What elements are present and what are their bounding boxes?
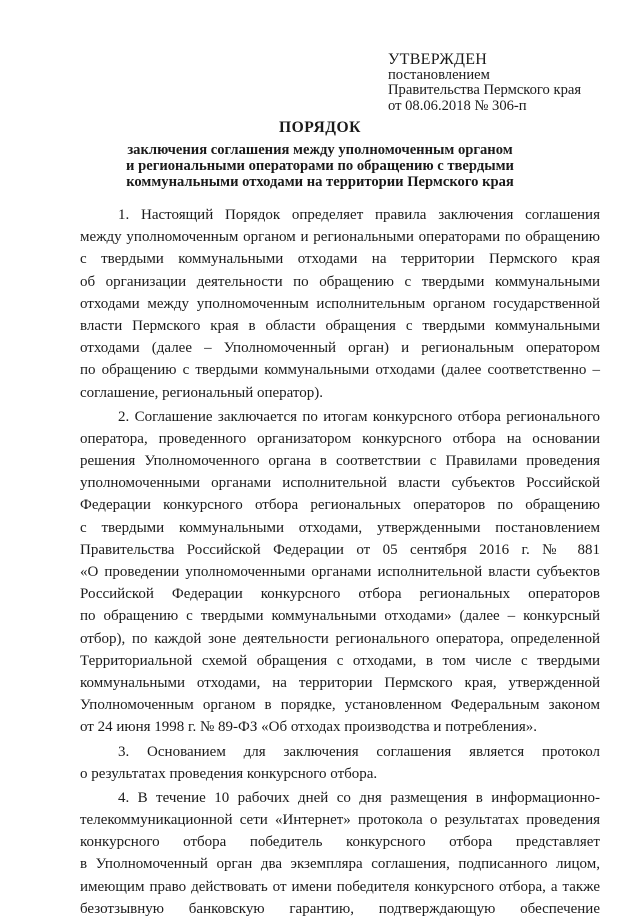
paragraph-line: оператора, проведенного организатором конкурсного отбора на основании	[80, 430, 600, 447]
paragraph-3	[80, 741, 600, 785]
subtitle-line: и региональными операторами по обращению с твердыми	[126, 158, 514, 174]
paragraph-4	[80, 787, 600, 920]
approval-line: Правительства Пермского края	[388, 82, 582, 99]
paragraph-line: власти Пермского края в области обращения с твердыми коммунальными	[80, 317, 600, 334]
approval-stamp	[388, 52, 581, 114]
paragraph-line: имеющим право действовать от имени победителя конкурсного отбора, а также	[80, 878, 600, 895]
approval-line: от 08.06.2018 № 306-п	[388, 97, 527, 114]
document-body	[80, 204, 600, 922]
paragraph-line: телекоммуникационной сети «Интернет» протокола о результатах проведения	[80, 812, 600, 829]
paragraph-line: конкурсного отбора победитель конкурсного отбора представляет	[80, 834, 600, 851]
paragraph-line: Федерации конкурсного отбора региональных операторов по обращению	[80, 497, 600, 514]
paragraph-1	[80, 204, 600, 404]
approval-line: постановлением	[388, 67, 490, 83]
paragraph-line: коммунальными отходами, на территории Пермского края, утвержденной	[80, 674, 600, 691]
paragraph-2	[80, 406, 600, 739]
paragraph-line: соглашение, региональный оператор).	[80, 384, 324, 401]
paragraph-line: Правительства Российской Федерации от 05 сентября 2016 г. № 881	[80, 541, 600, 558]
paragraph-line: Российской Федерации конкурсного отбора региональных операторов	[80, 586, 600, 603]
paragraph-line: с твердыми коммунальными отходами на территории Пермского края	[80, 251, 600, 268]
paragraph-line: с твердыми коммунальными отходами, утвержденными постановлением	[80, 519, 600, 536]
paragraph-line: 2. Соглашение заключается по итогам конкурсного отбора регионального	[118, 408, 600, 425]
paragraph-line: Уполномоченным органом в порядке, установленном Федеральным законом	[80, 697, 600, 714]
paragraph-line: 1. Настоящий Порядок определяет правила заключения соглашения	[118, 207, 600, 223]
paragraph-line: Территориальной схемой обращения с отходами, в том числе с твердыми	[80, 652, 600, 669]
paragraph-line: решения Уполномоченного органа в соответствии с Правилами проведения	[80, 453, 600, 470]
paragraph-line: по обращению с твердыми коммунальными отходами (далее соответственно –	[80, 362, 600, 379]
approval-heading: УТВЕРЖДЕН	[388, 51, 488, 68]
paragraph-line: уполномоченными органами исполнительной власти субъектов Российской	[80, 475, 600, 492]
paragraph-line: от 24 июня 1998 г. № 89-ФЗ «Об отходах производства и потребления».	[80, 719, 538, 736]
document-subtitle	[100, 142, 540, 190]
paragraph-line: отходами (далее – Уполномоченный орган) и региональным оператором	[80, 340, 600, 357]
paragraph-line: о результатах проведения конкурсного отбора.	[80, 765, 378, 782]
subtitle-line: заключения соглашения между уполномоченным органом	[127, 142, 513, 158]
paragraph-line: 3. Основанием для заключения соглашения является протокол	[118, 743, 600, 760]
paragraph-line: отходами между уполномоченным исполнительным органом государственной	[80, 295, 600, 312]
paragraph-line: безотзывную банковскую гарантию, подтверждающую обеспечение	[80, 900, 600, 917]
paragraph-line: в Уполномоченный орган два экземпляра соглашения, подписанного лицом,	[80, 856, 600, 873]
paragraph-line: отбор), по каждой зоне деятельности регионального оператора, определенной	[80, 630, 600, 647]
paragraph-line: между уполномоченным органом и региональными операторами по обращению	[80, 229, 600, 246]
paragraph-line: по обращению с твердыми коммунальными отходами» (далее – конкурсный	[80, 608, 600, 625]
paragraph-line: об организации деятельности по обращению с твердыми коммунальными	[80, 273, 600, 290]
subtitle-line: коммунальными отходами на территории Пермского края	[126, 174, 514, 190]
document-title: ПОРЯДОК	[279, 119, 361, 136]
paragraph-line: «О проведении уполномоченными органами исполнительной власти субъектов	[80, 564, 600, 580]
paragraph-line: 4. В течение 10 рабочих дней со дня размещения в информационно-	[118, 789, 600, 806]
